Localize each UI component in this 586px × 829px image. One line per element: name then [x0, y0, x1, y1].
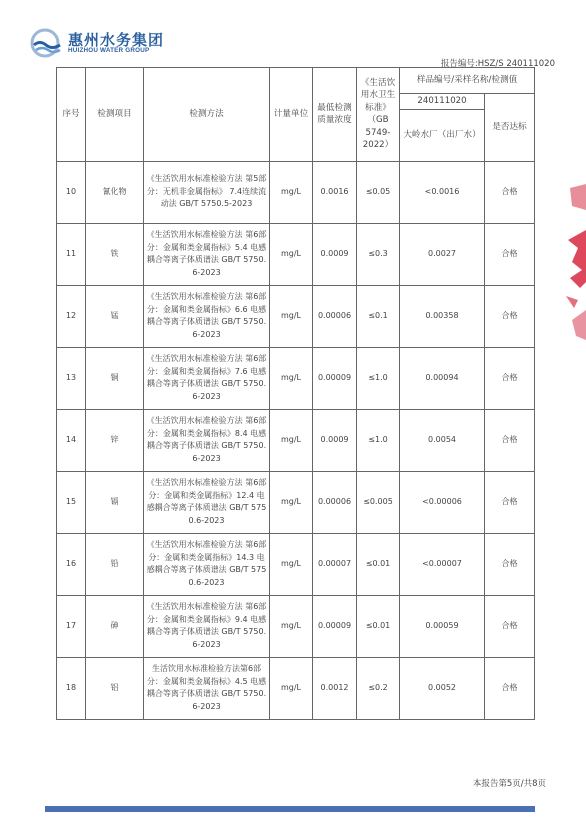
row-limit: ≤1.0 — [357, 347, 400, 409]
logo-english-name: HUIZHOU WATER GROUP — [68, 47, 150, 54]
row-pass: 合格 — [485, 533, 535, 595]
table-row — [57, 595, 535, 657]
row-limit: ≤0.2 — [357, 657, 400, 719]
row-item: 锰 — [86, 285, 144, 347]
report-number: 报告编号:HSZ/S 240111020 — [440, 59, 555, 69]
header-method: 检测方法 — [144, 68, 270, 162]
row-pass: 合格 — [485, 657, 535, 719]
row-pass: 合格 — [485, 471, 535, 533]
row-no: 18 — [57, 657, 86, 719]
row-pass: 合格 — [485, 223, 535, 285]
header-sample-id: 240111020 — [400, 94, 485, 110]
header-unit: 计量单位 — [270, 68, 313, 162]
row-min-conc: 0.00006 — [313, 285, 357, 347]
row-method: 《生活饮用水标准检验方法 第6部分：金属和类金属指标》5.4 电感耦合等离子体质谱法 GB/T 5750.6-2023 — [144, 223, 270, 285]
row-min-conc: 0.0009 — [313, 223, 357, 285]
row-value: <0.0016 — [400, 161, 485, 223]
row-pass: 合格 — [485, 595, 535, 657]
row-limit: ≤0.05 — [357, 161, 400, 223]
row-pass: 合格 — [485, 347, 535, 409]
row-item: 铅 — [86, 533, 144, 595]
row-value: <0.00007 — [400, 533, 485, 595]
row-method: 《生活饮用水标准检验方法 第6部分：金属和类金属指标》14.3 电感耦合等离子体质谱法 GB/T 5750.6-2023 — [144, 533, 270, 595]
row-value: <0.00006 — [400, 471, 485, 533]
table-row — [57, 409, 535, 471]
row-item: 铝 — [86, 657, 144, 719]
row-no: 13 — [57, 347, 86, 409]
row-min-conc: 0.00007 — [313, 533, 357, 595]
row-method: 《生活饮用水标准检验方法 第6部分：金属和类金属指标》9.4 电感耦合等离子体质谱法 GB/T 5750.6-2023 — [144, 595, 270, 657]
row-method: 《生活饮用水标准检验方法 第6部分：金属和类金属指标》8.4 电感耦合等离子体质谱法 GB/T 5750.6-2023 — [144, 409, 270, 471]
row-no: 17 — [57, 595, 86, 657]
row-no: 12 — [57, 285, 86, 347]
row-no: 16 — [57, 533, 86, 595]
row-value: 0.0054 — [400, 409, 485, 471]
footer-bar — [45, 806, 535, 812]
row-min-conc: 0.00009 — [313, 595, 357, 657]
header-sample-name: 大岭水厂（出厂水） — [400, 109, 485, 161]
row-no: 11 — [57, 223, 86, 285]
header-item: 检测项目 — [86, 68, 144, 162]
row-unit: mg/L — [270, 285, 313, 347]
row-min-conc: 0.00009 — [313, 347, 357, 409]
row-item: 镉 — [86, 471, 144, 533]
row-item: 砷 — [86, 595, 144, 657]
row-unit: mg/L — [270, 471, 313, 533]
table-row — [57, 161, 535, 223]
row-unit: mg/L — [270, 161, 313, 223]
row-min-conc: 0.0009 — [313, 409, 357, 471]
water-drop-logo-icon — [30, 28, 64, 58]
row-unit: mg/L — [270, 409, 313, 471]
header-sample-group: 样品编号/采样名称/检测值 — [400, 68, 535, 94]
row-limit: ≤0.01 — [357, 533, 400, 595]
table-row — [57, 223, 535, 285]
row-unit: mg/L — [270, 533, 313, 595]
row-method: 生活饮用水标准检验方法第6部分：金属和类金属指标》4.5 电感耦合等离子体质谱法 GB/T 5750.6-2023 — [144, 657, 270, 719]
row-item: 锌 — [86, 409, 144, 471]
row-unit: mg/L — [270, 657, 313, 719]
row-item: 氰化物 — [86, 161, 144, 223]
row-value: 0.00094 — [400, 347, 485, 409]
row-method: 《生活饮用水标准检验方法 第5部分：无机非金属指标》 7.4连续流动法 GB/T 5750.5-2023 — [144, 161, 270, 223]
test-results-table — [56, 67, 535, 720]
row-limit: ≤1.0 — [357, 409, 400, 471]
logo-chinese-name: 惠州水务集团 — [68, 31, 165, 49]
company-logo — [30, 28, 180, 58]
row-method: 《生活饮用水标准检验方法 第6部分：金属和类金属指标》7.6 电感耦合等离子体质谱法 GB/T 5750.6-2023 — [144, 347, 270, 409]
row-min-conc: 0.00006 — [313, 471, 357, 533]
row-method: 《生活饮用水标准检验方法 第6部分：金属和类金属指标》6.6 电感耦合等离子体质谱法 GB/T 5750.6-2023 — [144, 285, 270, 347]
row-unit: mg/L — [270, 595, 313, 657]
row-item: 铁 — [86, 223, 144, 285]
row-pass: 合格 — [485, 161, 535, 223]
header-seq: 序号 — [57, 68, 86, 162]
row-min-conc: 0.0012 — [313, 657, 357, 719]
row-value: 0.00059 — [400, 595, 485, 657]
table-row — [57, 347, 535, 409]
row-min-conc: 0.0016 — [313, 161, 357, 223]
table-row — [57, 285, 535, 347]
row-no: 14 — [57, 409, 86, 471]
row-pass: 合格 — [485, 285, 535, 347]
row-limit: ≤0.01 — [357, 595, 400, 657]
row-limit: ≤0.005 — [357, 471, 400, 533]
header-standard: 《生活饮用水卫生标准》（GB 5749-2022） — [357, 68, 400, 162]
row-value: 0.0052 — [400, 657, 485, 719]
table-row — [57, 657, 535, 719]
row-limit: ≤0.3 — [357, 223, 400, 285]
red-seal-stamp — [562, 170, 586, 340]
row-value: 0.0027 — [400, 223, 485, 285]
row-method: 《生活饮用水标准检验方法 第6部分：金属和类金属指标》12.4 电感耦合等离子体质谱法 GB/T 5750.6-2023 — [144, 471, 270, 533]
row-pass: 合格 — [485, 409, 535, 471]
table-row — [57, 533, 535, 595]
header-min-conc: 最低检测质量浓度 — [313, 68, 357, 162]
row-item: 铜 — [86, 347, 144, 409]
row-unit: mg/L — [270, 223, 313, 285]
row-unit: mg/L — [270, 347, 313, 409]
row-no: 15 — [57, 471, 86, 533]
row-limit: ≤0.1 — [357, 285, 400, 347]
row-no: 10 — [57, 161, 86, 223]
table-row — [57, 471, 535, 533]
row-value: 0.00358 — [400, 285, 485, 347]
header-pass: 是否达标 — [485, 94, 535, 162]
page-number: 本报告第5页/共8页 — [472, 779, 546, 789]
